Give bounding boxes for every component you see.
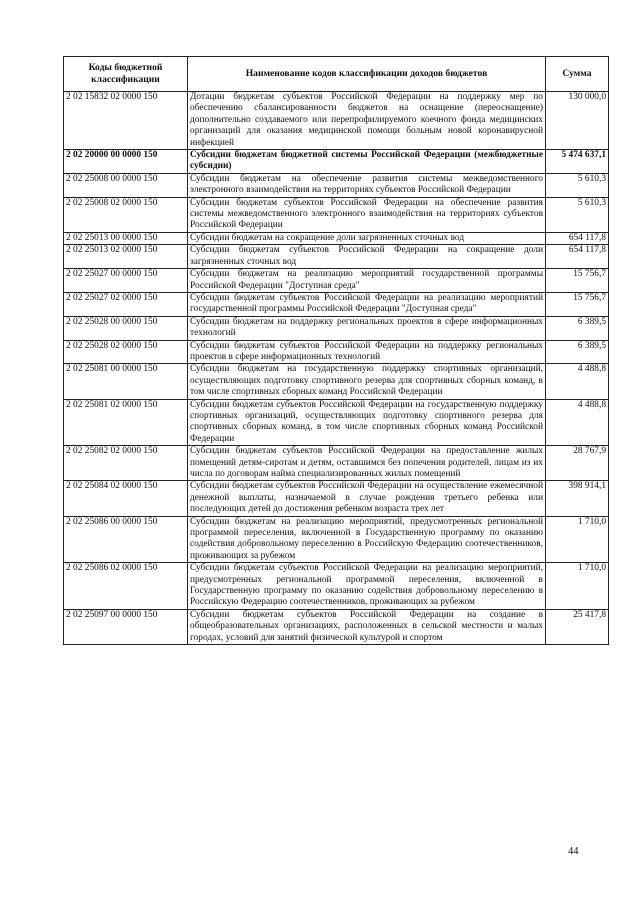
cell-code: 2 02 25008 00 0000 150 xyxy=(64,173,188,197)
cell-code: 2 02 25028 00 0000 150 xyxy=(64,316,188,340)
table-row xyxy=(64,245,609,269)
cell-name: Субсидии бюджетам бюджетной системы Российской Федерации (межбюджетные субсидии) xyxy=(188,150,546,174)
cell-name: Субсидии бюджетам субъектов Российской Федерации на осуществление ежемесячной денежной выплаты, назначаемой в случае рождения третьего ребенка или последующих детей до достижения ребенком возраста трех лет xyxy=(188,481,546,516)
cell-name: Субсидии бюджетам субъектов Российской Федерации на государственную поддержку спортивных организаций, осуществляющих подготовку спортивного резерва для спортивных сборных команд, в том числе спортивных сборных команд Российской Федерации xyxy=(188,399,546,446)
cell-name: Дотации бюджетам субъектов Российской Федерации на поддержку мер по обеспечению сбалансированности бюджетов на оснащение (переоснащение) дополнительно создаваемого или перепрофилируемого коечного фонда медицинских организаций для оказания медицинской помощи больным новой коронавирусной инфекцией xyxy=(188,92,546,150)
header-name: Наименование кодов классификации доходов бюджетов xyxy=(188,57,546,92)
cell-code: 2 02 25084 02 0000 150 xyxy=(64,481,188,516)
cell-sum: 5 474 637,1 xyxy=(546,150,609,174)
cell-sum: 1 710,0 xyxy=(546,563,609,610)
table-row xyxy=(64,399,609,446)
cell-sum: 6 389,5 xyxy=(546,340,609,364)
cell-code: 2 02 25028 02 0000 150 xyxy=(64,340,188,364)
table-row xyxy=(64,92,609,150)
cell-code: 2 02 20000 00 0000 150 xyxy=(64,150,188,174)
cell-code: 2 02 25008 02 0000 150 xyxy=(64,197,188,232)
table-row xyxy=(64,232,609,244)
cell-code: 2 02 25097 00 0000 150 xyxy=(64,609,188,644)
cell-name: Субсидии бюджетам на реализацию мероприятий, предусмотренных региональной программой переселения, включенной в Государственную программу по оказанию содействия добровольному переселению в Российскую Федерацию соотечественников, проживающих за рубежом xyxy=(188,516,546,563)
table-row xyxy=(64,173,609,197)
cell-name: Субсидии бюджетам субъектов Российской Федерации на создание в общеобразовательных организациях, расположенных в сельской местности и малых городах, условий для занятий физической культурой и спортом xyxy=(188,609,546,644)
cell-name: Субсидии бюджетам субъектов Российской Федерации на сокращение доли загрязненных сточных вод xyxy=(188,245,546,269)
cell-name: Субсидии бюджетам на обеспечение развития системы межведомственного электронного взаимодействия на территориях субъектов Российской Федерации xyxy=(188,173,546,197)
cell-code: 2 02 25013 00 0000 150 xyxy=(64,232,188,244)
cell-name: Субсидии бюджетам субъектов Российской Федерации на реализацию мероприятий государственной программы Российской Федерации "Доступная среда" xyxy=(188,292,546,316)
table-row xyxy=(64,269,609,293)
cell-name: Субсидии бюджетам на государственную поддержку спортивных организаций, осуществляющих подготовку спортивного резерва для спортивных сборных команд, в том числе спортивных сборных команд Российской Федерации xyxy=(188,364,546,399)
table-header-row xyxy=(64,57,609,92)
cell-sum: 4 488,8 xyxy=(546,364,609,399)
cell-name: Субсидии бюджетам на реализацию мероприятий государственной программы Российской Федерации "Доступная среда" xyxy=(188,269,546,293)
cell-code: 2 02 25081 00 0000 150 xyxy=(64,364,188,399)
cell-code: 2 02 25086 02 0000 150 xyxy=(64,563,188,610)
cell-sum: 15 756,7 xyxy=(546,269,609,293)
table-row xyxy=(64,516,609,563)
cell-sum: 28 767,9 xyxy=(546,446,609,481)
cell-sum: 5 610,3 xyxy=(546,173,609,197)
table-row xyxy=(64,446,609,481)
header-code: Коды бюджетной классификации xyxy=(64,57,188,92)
cell-name: Субсидии бюджетам субъектов Российской Федерации на поддержку региональных проектов в сфере информационных технологий xyxy=(188,340,546,364)
cell-code: 2 02 15832 02 0000 150 xyxy=(64,92,188,150)
header-sum: Сумма xyxy=(546,57,609,92)
cell-sum: 654 117,8 xyxy=(546,232,609,244)
cell-code: 2 02 25081 02 0000 150 xyxy=(64,399,188,446)
cell-sum: 398 914,1 xyxy=(546,481,609,516)
cell-name: Субсидии бюджетам на сокращение доли загрязненных сточных вод xyxy=(188,232,546,244)
table-row xyxy=(64,340,609,364)
cell-sum: 25 417,8 xyxy=(546,609,609,644)
table-row xyxy=(64,364,609,399)
cell-code: 2 02 25082 02 0000 150 xyxy=(64,446,188,481)
cell-sum: 6 389,5 xyxy=(546,316,609,340)
cell-sum: 5 610,3 xyxy=(546,197,609,232)
page-number: 44 xyxy=(568,846,579,857)
cell-sum: 1 710,0 xyxy=(546,516,609,563)
table-row xyxy=(64,316,609,340)
table-row xyxy=(64,609,609,644)
budget-revenue-table xyxy=(63,56,609,645)
cell-name: Субсидии бюджетам субъектов Российской Федерации на обеспечение развития системы межведомственного электронного взаимодействия на территориях субъектов Российской Федерации xyxy=(188,197,546,232)
table-row xyxy=(64,481,609,516)
table-row xyxy=(64,563,609,610)
cell-name: Субсидии бюджетам субъектов Российской Федерации на реализацию мероприятий, предусмотренных региональной программой переселения, включенной в Государственную программу по оказанию содействия добровольному переселению в Российскую Федерацию соотечественников, проживающих за рубежом xyxy=(188,563,546,610)
cell-code: 2 02 25086 00 0000 150 xyxy=(64,516,188,563)
cell-sum: 4 488,8 xyxy=(546,399,609,446)
cell-sum: 130 000,0 xyxy=(546,92,609,150)
cell-code: 2 02 25013 02 0000 150 xyxy=(64,245,188,269)
cell-name: Субсидии бюджетам субъектов Российской Федерации на предоставление жилых помещений детям-сиротам и детям, оставшимся без попечения родителей, лицам из их числа по договорам найма специализированных жилых помещений xyxy=(188,446,546,481)
table-row xyxy=(64,292,609,316)
table-row xyxy=(64,150,609,174)
cell-code: 2 02 25027 02 0000 150 xyxy=(64,292,188,316)
cell-sum: 654 117,8 xyxy=(546,245,609,269)
cell-code: 2 02 25027 00 0000 150 xyxy=(64,269,188,293)
cell-sum: 15 756,7 xyxy=(546,292,609,316)
table-row xyxy=(64,197,609,232)
cell-name: Субсидии бюджетам на поддержку региональных проектов в сфере информационных технологий xyxy=(188,316,546,340)
